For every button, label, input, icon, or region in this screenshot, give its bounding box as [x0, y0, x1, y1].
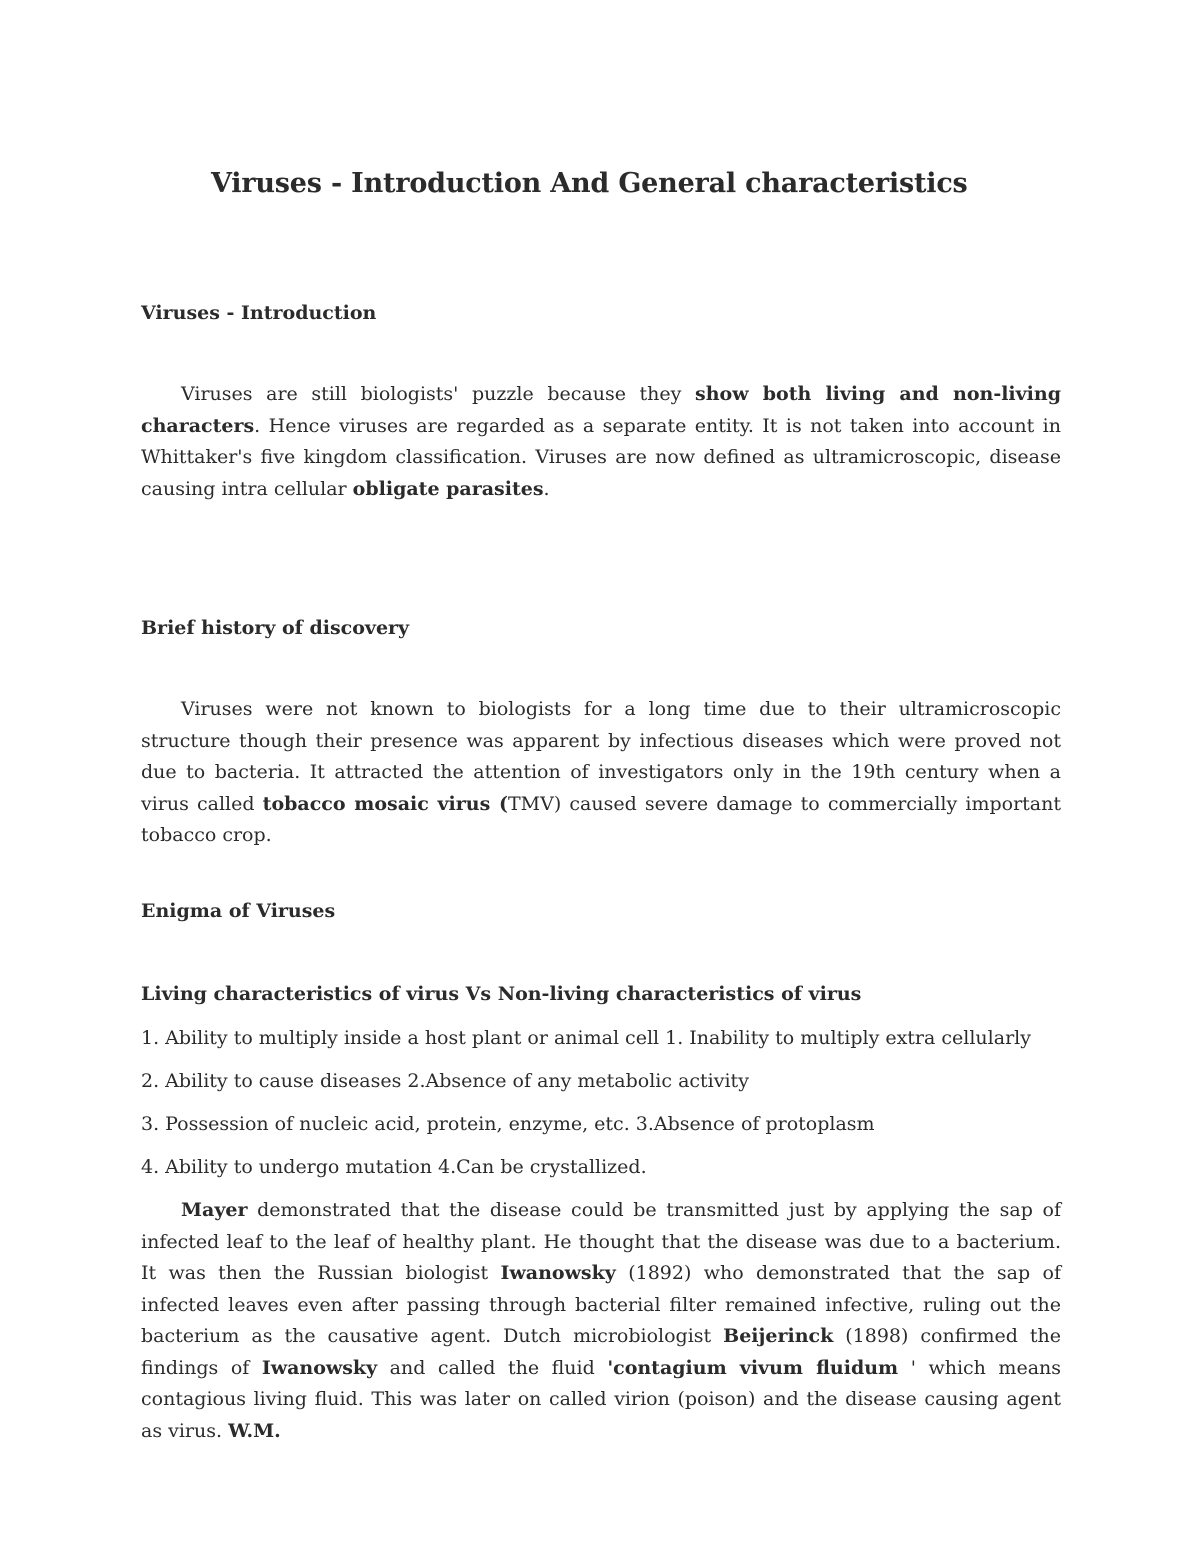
heading-viruses-introduction: Viruses - Introduction — [141, 302, 377, 324]
name-wm: W.M. — [228, 1419, 281, 1442]
discovery-text: (1892) who demonstrated that the sap of infected leaves even after passing through bacterial filter remained infective, ruling out the bacterium as the causative agent. Dutch microbiologist — [141, 1262, 1061, 1347]
history-bold-tmv-name: tobacco mosaic virus ( — [262, 792, 508, 815]
list-item: 4. Ability to undergo mutation 4.Can be crystallized. — [141, 1156, 647, 1178]
history-text: TMV — [507, 792, 554, 815]
subheading-living-vs-nonliving: Living characteristics of virus Vs Non-living characteristics of virus — [141, 983, 862, 1005]
name-beijerinck: Beijerinck — [723, 1325, 834, 1347]
heading-brief-history: Brief history of discovery — [141, 617, 410, 639]
history-text: ) caused severe damage to commercially important tobacco crop. — [141, 792, 1061, 846]
term-contagium-vivum-fluidum: 'contagium vivum fluidum — [607, 1356, 899, 1379]
name-mayer: Mayer — [181, 1199, 248, 1221]
list-item: 1. Ability to multiply inside a host plant or animal cell 1. Inability to multiply extra cellularly — [141, 1027, 1031, 1049]
name-iwanowsky: Iwanowsky — [261, 1356, 378, 1379]
intro-text: Viruses are still biologists' puzzle because they — [181, 383, 696, 405]
heading-enigma-of-viruses: Enigma of Viruses — [141, 900, 336, 922]
discovery-paragraph — [141, 1195, 1061, 1447]
intro-paragraph — [141, 379, 1061, 505]
discovery-text: (1898) confirmed the findings of — [141, 1325, 1061, 1379]
intro-text: . — [543, 477, 550, 500]
intro-bold-living: show both living and non-living characters — [141, 383, 1061, 437]
discovery-text: ' which means contagious living fluid. This was later on called virion (poison) and the disease causing agent as virus. — [141, 1356, 1062, 1442]
document-title: Viruses - Introduction And General characteristics — [211, 168, 968, 199]
intro-text: . Hence viruses are regarded as a separate entity. It is not taken into account in Whittaker's five kingdom classification. Viruses are now defined as ultramicroscopic, disease causing intra cellular — [141, 414, 1061, 500]
history-paragraph — [141, 694, 1061, 852]
list-item: 2. Ability to cause diseases 2.Absence of any metabolic activity — [141, 1070, 749, 1092]
discovery-text: demonstrated that the disease could be transmitted just by applying the sap of infected leaf to the leaf of healthy plant. He thought that the disease was due to a bacterium. It was then the Russian biologist — [141, 1199, 1061, 1284]
history-text: Viruses were not known to biologists for a long time due to their ultramicroscopic structure though their presence was apparent by infectious diseases which were proved not due to bacteria. It attracted the attention of investigators only in the 19th century when a virus called — [141, 698, 1061, 815]
name-iwanowsky: Iwanowsky — [500, 1262, 616, 1284]
list-item: 3. Possession of nucleic acid, protein, enzyme, etc. 3.Absence of protoplasm — [141, 1113, 875, 1135]
intro-bold-parasites: obligate parasites — [352, 477, 544, 500]
discovery-text: and called the fluid — [377, 1356, 608, 1379]
